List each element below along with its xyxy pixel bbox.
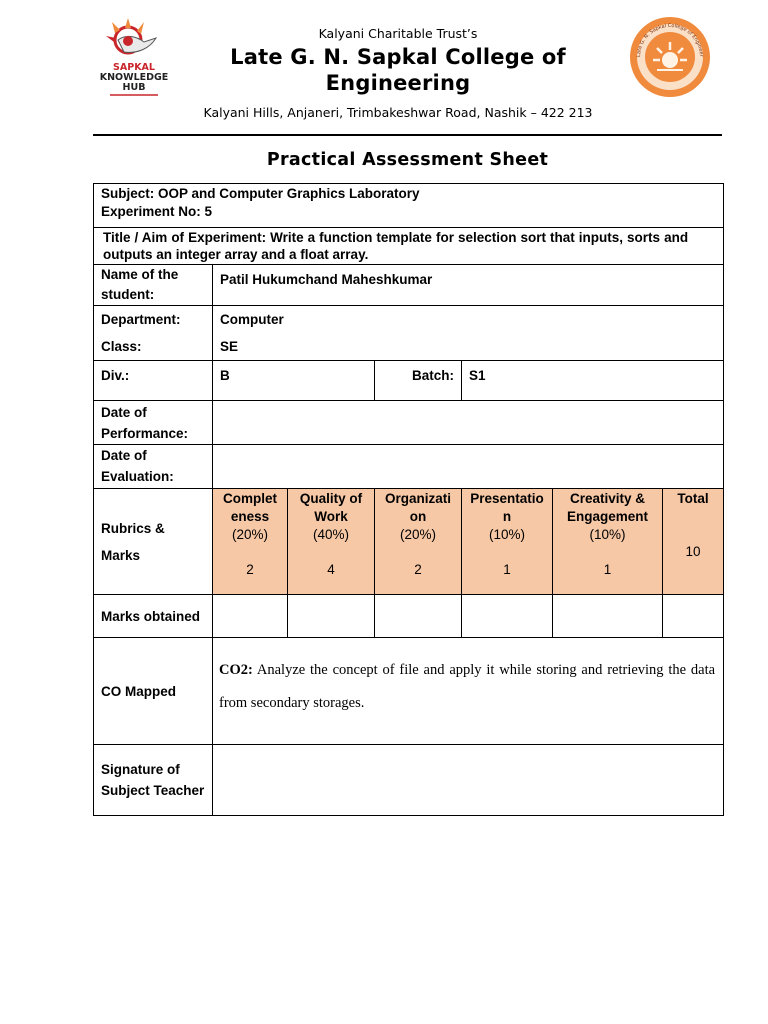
experiment-number: Experiment No: 5 — [101, 204, 213, 219]
co-description: Analyze the concept of file and apply it while storing and retrieving the data from secondary storages. — [219, 662, 716, 711]
marks-cell — [663, 595, 724, 638]
rubric-total — [663, 489, 724, 595]
rubric-creativity — [553, 489, 663, 595]
rubric-weight: (40%) — [312, 527, 349, 542]
rubric-presentation — [462, 489, 553, 595]
rubric-weight: (10%) — [589, 527, 626, 542]
rubric-completeness — [213, 489, 288, 595]
date-of-performance-value — [213, 401, 724, 445]
date-evaluation-row — [94, 445, 724, 489]
rubric-name: Complet eness — [223, 491, 277, 524]
trust-name: Kalyani Charitable Trust’s — [318, 26, 478, 41]
marks-cell — [553, 595, 663, 638]
rubric-name: Quality of Work — [299, 491, 363, 524]
rubric-points: 2 — [414, 562, 422, 577]
name-row — [94, 265, 724, 306]
co-code: CO2: — [219, 662, 253, 678]
aim-row — [94, 228, 724, 265]
rubric-points: 1 — [503, 562, 511, 577]
rubric-weight: (10%) — [488, 527, 525, 542]
rubric-name: Presentatio n — [470, 491, 544, 524]
rubric-weight: (20%) — [399, 527, 436, 542]
marks-cell — [375, 595, 462, 638]
svg-text:KNOWLEDGE: KNOWLEDGE — [99, 72, 169, 83]
assessment-table — [93, 183, 724, 816]
college-address: Kalyani Hills, Anjaneri, Trimbakeshwar Road, Nashik – 422 213 — [203, 105, 593, 120]
department-class-row — [94, 306, 724, 361]
svg-text:Late G. N. Sapkal College of E: Late G. N. Sapkal College of Engineer — [635, 22, 705, 58]
marks-obtained-row — [94, 595, 724, 638]
rubric-points: 10 — [685, 544, 701, 559]
flame-emblem-icon — [106, 18, 156, 53]
date-of-performance-label: Date of Performance: — [101, 405, 189, 441]
class-value: SE — [220, 339, 239, 354]
svg-text:SAPKAL: SAPKAL — [113, 62, 155, 73]
rubric-points: 1 — [603, 562, 612, 577]
marks-cell — [213, 595, 288, 638]
div-label: Div.: — [101, 368, 130, 383]
co-mapped-label: CO Mapped — [101, 683, 177, 699]
class-label: Class: — [101, 339, 142, 354]
date-of-evaluation-label: Date of Evaluation: — [101, 448, 174, 484]
department-value: Computer — [220, 312, 284, 327]
date-of-evaluation-value — [213, 445, 724, 489]
name-label: Name of the student: — [101, 267, 179, 302]
rubric-name: Creativity & Engagement — [566, 491, 648, 524]
rubric-name: Total — [677, 491, 709, 506]
div-value: B — [220, 368, 230, 383]
rubric-weight: (20%) — [231, 527, 268, 542]
signature-row — [94, 745, 724, 816]
student-name: Patil Hukumchand Maheshkumar — [220, 272, 433, 287]
subject-row — [94, 184, 724, 228]
marks-cell — [288, 595, 375, 638]
department-label: Department: — [101, 312, 181, 327]
signature-label: Signature of Subject Teacher — [101, 762, 205, 798]
signature-area — [213, 745, 724, 816]
date-performance-row — [94, 401, 724, 445]
co-mapped-row — [94, 638, 724, 745]
batch-label: Batch: — [411, 368, 454, 383]
rubrics-label: Rubrics & Marks — [101, 520, 165, 563]
rubric-organization — [375, 489, 462, 595]
div-batch-row — [94, 361, 724, 401]
college-seal-logo — [627, 16, 713, 98]
experiment-aim: Title / Aim of Experiment: Write a function template for selection sort that inputs, sorts and outputs an integer array and a float array. — [103, 230, 689, 262]
svg-text:HUB: HUB — [122, 82, 146, 93]
sheet-title: Practical Assessment Sheet — [266, 150, 549, 170]
rubric-weight — [666, 508, 720, 526]
college-name: Late G. N. Sapkal College of Engineering — [230, 45, 566, 95]
marks-cell — [462, 595, 553, 638]
rubrics-row — [94, 489, 724, 595]
header-divider — [93, 134, 722, 136]
subject-line: Subject: OOP and Computer Graphics Laboratory — [101, 186, 420, 201]
marks-obtained-label: Marks obtained — [101, 608, 201, 624]
rubric-points: 4 — [327, 562, 335, 577]
batch-value: S1 — [469, 368, 486, 383]
rubric-name: Organizati on — [384, 491, 451, 524]
rubric-points: 2 — [246, 562, 254, 577]
sapkal-knowledge-hub-logo — [96, 14, 172, 98]
rubric-quality — [288, 489, 375, 595]
